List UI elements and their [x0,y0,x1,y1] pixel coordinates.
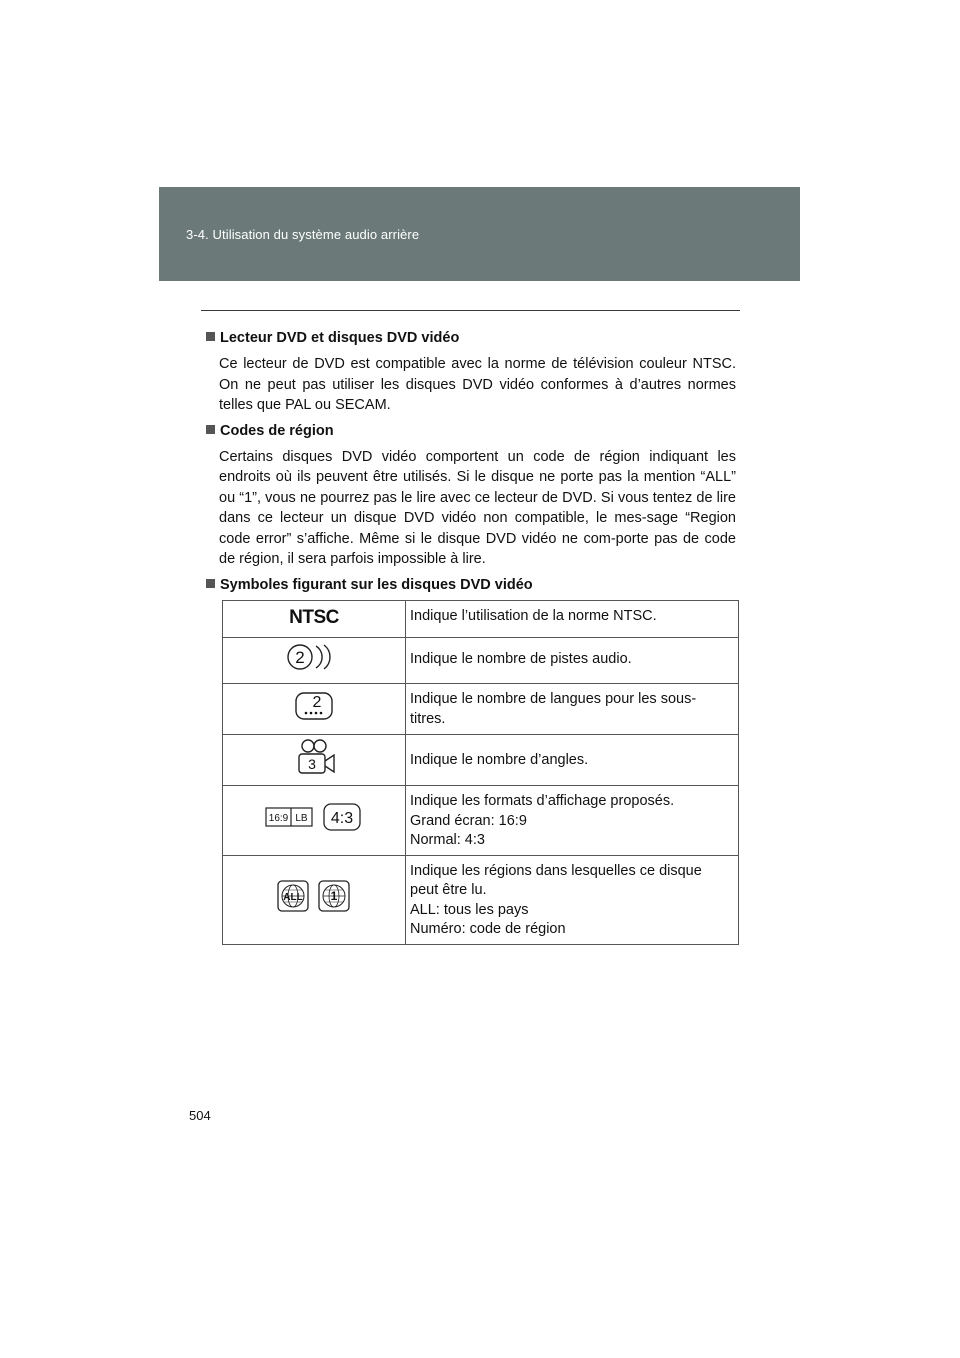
svg-text:ALL: ALL [283,892,303,904]
table-cell-desc: Indique les formats d’affichage proposés. Grand écran: 16:9 Normal: 4:3 [406,786,739,856]
page-number: 504 [189,1108,211,1123]
table-row [223,601,739,638]
region-code-icon [223,855,406,944]
svg-text:1: 1 [330,889,338,904]
main-content [206,326,736,596]
table-cell-desc: Indique le nombre de pistes audio. [406,638,739,684]
section-title-dvd-player: Lecteur DVD et disques DVD vidéo [206,328,736,349]
table-row [223,684,739,735]
table-cell-desc: Indique les régions dans lesquelles ce disque peut être lu. ALL: tous les pays Numéro: code de région [406,855,739,944]
bullet-square-icon [206,579,215,588]
audio-tracks-icon [223,638,406,684]
table-row [223,855,739,944]
section-title-symbols: Symboles figurant sur les disques DVD vidéo [206,575,736,596]
table-cell-desc: Indique le nombre de langues pour les sous- titres. [406,684,739,735]
section-heading: 3-4. Utilisation du système audio arrière [186,227,420,242]
section-body-region-codes: Certains disques DVD vidéo comportent un code de région indiquant les endroits où ils peuvent être utilisés. Si le disque ne porte pas la mention “ALL” ou “1”, vous ne pourrez pas le lire avec ce lecteur de DVD. Si vous tentez de lire dans ce lecteur un disque DVD vidéo non compatible, le mes-sage “Region code error” s’affiche. Même si le disque DVD vidéo ne com-porte pas de code de région, il sera parfois impossible à lire. [219,448,736,567]
section-body-dvd-player: Ce lecteur de DVD est compatible avec la norme de télévision couleur NTSC. On ne peut pas utiliser les disques DVD vidéo conformes à d’autres normes telles que PAL ou SECAM. [219,356,736,413]
subtitles-icon [223,684,406,735]
svg-text:LB: LB [295,813,308,824]
camera-angles-icon [223,735,406,786]
bullet-square-icon [206,425,215,434]
table-row [223,735,739,786]
svg-text:2: 2 [312,693,322,711]
symbols-table [222,600,739,945]
svg-text:4:3: 4:3 [330,810,354,827]
divider [201,310,740,311]
section-title-region-codes: Codes de région [206,421,736,442]
svg-text:3: 3 [308,755,316,772]
svg-text:16:9: 16:9 [268,813,289,824]
ntsc-icon: NTSC [223,601,406,638]
bullet-square-icon [206,332,215,341]
table-cell-desc: Indique l’utilisation de la norme NTSC. [406,601,739,638]
chapter-header [159,187,800,281]
table-row [223,786,739,856]
table-row [223,638,739,684]
table-cell-desc: Indique le nombre d’angles. [406,735,739,786]
svg-text:2: 2 [295,648,305,668]
screen-format-icon [223,786,406,856]
